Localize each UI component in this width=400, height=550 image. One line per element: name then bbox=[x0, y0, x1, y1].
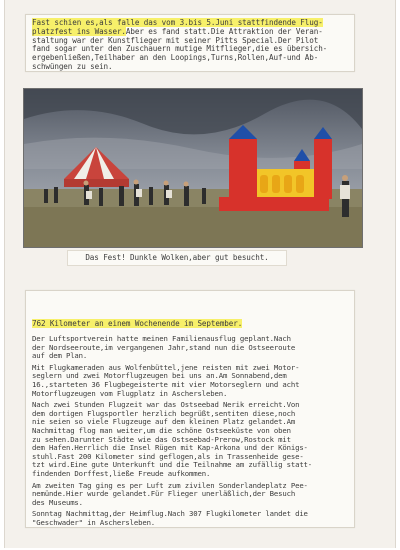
clipping-paragraph: Am zweiten Tag ging es per Luft zum zivilen Sonderlandeplatz Pee- nemünde.Hier wurde gelandet.Für Flieger unerläßlich,der Besuch des Museums. bbox=[32, 480, 308, 507]
clipping-paragraph: Nach zwei Stunden Flugzeit war das Ostseebad Nerik erreicht.Von dem dortigen Flugsportler herzlich begrüßt,sentiten diese,noch nie seien so viele Flugzeuge auf dem kleinen Platz gelandet.Am Nachmittag flog man weiter,um die schöne Ostseeküste von oben zu sehen.Darunter Städte wie das Ostseebad-Prerow,Rostock mit dem Hafen.Herrlich die Insel Rügen mit Kap-Arkona und der Königs- stuhl.Fast 200 Kilometer sind geflogen,als in Trassenheide gese- tzt wird.Eine gute Unterkunft und die Teilnahme am zufällig statt- findenden Dorffest,ließe Freude aufkommen. bbox=[32, 400, 313, 478]
photo-caption: Das Fest! Dunkle Wolken,aber gut besucht. bbox=[67, 250, 287, 266]
clipping-paragraph: Mit Flugkameraden aus Wolfenbüttel,jene reisten mit zwei Motor- seglern und zwei Motorflugzeugen bei uns an.Am Sonnabend,dem 16.,starteten 36 Flugbegeisterte mit vier Motorseglern und acht Motorflugzeugen vom Flugplatz in Aschersleben. bbox=[32, 362, 300, 398]
clipping-bottom-title bbox=[32, 319, 242, 328]
clipping-top-text bbox=[32, 19, 348, 72]
clipping-top-body: Aber es fand statt.Die Attraktion der Veran- staltung war der Kunstflieger mit seiner Pitts Special.Der Pilot fand sogar unter den Zuschauern mutige Mitflieger,die es übersich- ergebenließen,Teilhaber an den Loopings,Turns,Rollen,Auf-und Ab- schwüngen zu sein. bbox=[32, 26, 328, 71]
newspaper-clipping-top bbox=[25, 14, 355, 72]
photo-festival-bouncy-castle-icon bbox=[24, 89, 362, 247]
clipping-paragraph: Der Luftsportverein hatte meinen Familienausflug geplant.Nach der Nordseeroute,im vergangenen Jahr,stand nun die Ostseeroute auf dem Plan. bbox=[32, 334, 296, 361]
newspaper-clipping-bottom bbox=[25, 290, 355, 528]
festival-photo bbox=[23, 88, 363, 248]
clipping-top-highlight: Fast schien es,als falle das vom 3.bis 5.Juni stattfindende Flug- platzfest ins Wasser. bbox=[32, 18, 323, 36]
clipping-bottom-title-text: 762 Kilometer an einem Wochenende im September. bbox=[32, 319, 243, 328]
clipping-bottom-body bbox=[32, 335, 350, 530]
album-page bbox=[4, 0, 396, 548]
clipping-paragraph: Sonntag Nachmittag,der Heimflug.Nach 307 Flugkilometer landet die "Geschwader" in Aschersleben. bbox=[32, 509, 308, 527]
